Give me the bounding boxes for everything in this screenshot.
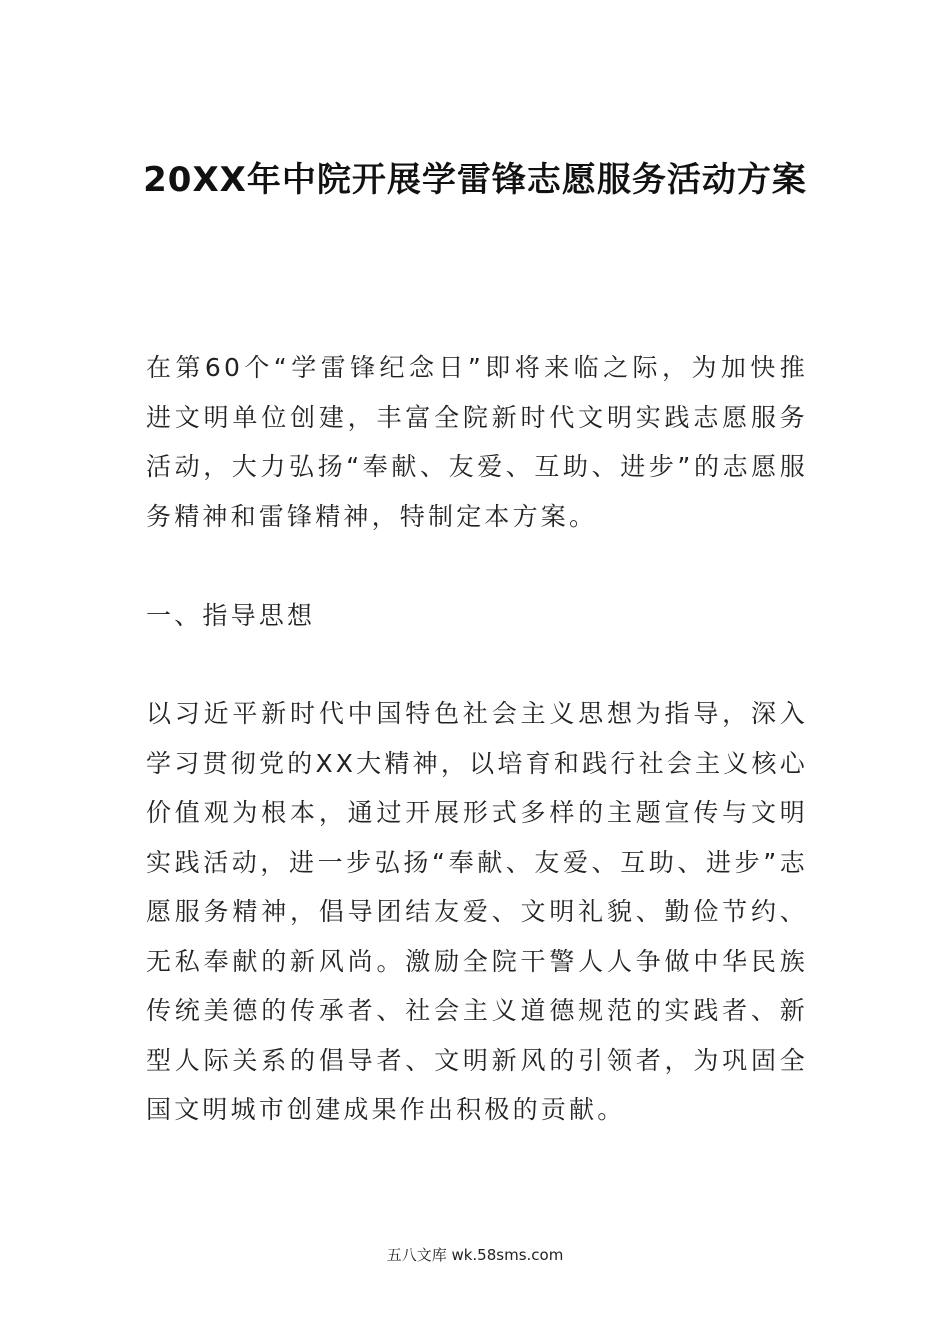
document-title: 20XX年中院开展学雷锋志愿服务活动方案: [143, 160, 807, 200]
intro-paragraph: 在第60个“学雷锋纪念日”即将来临之际，为加快推进文明单位创建，丰富全院新时代文明实践志愿服务活动，大力弘扬“奉献、友爱、互助、进步”的志愿服务精神和雷锋精神，特制定本方案。: [146, 353, 808, 531]
section-heading-guiding-ideology: 一、指导思想: [146, 601, 316, 630]
section-body-guiding-ideology: 以习近平新时代中国特色社会主义思想为指导，深入学习贯彻党的XX大精神，以培育和践行社会主义核心价值观为根本，通过开展形式多样的主题宣传与文明实践活动，进一步弘扬“奉献、友爱、互助、进步”志愿服务精神，倡导团结友爱、文明礼貌、勤俭节约、无私奉献的新风尚。激励全院干警人人争做中华民族传统美德的传承者、社会主义道德规范的实践者、新型人际关系的倡导者、文明新风的引领者，为巩固全国文明城市创建成果作出积极的贡献。: [146, 699, 808, 1124]
footer-watermark-text: 五八文库 wk.58sms.com: [386, 1246, 564, 1264]
